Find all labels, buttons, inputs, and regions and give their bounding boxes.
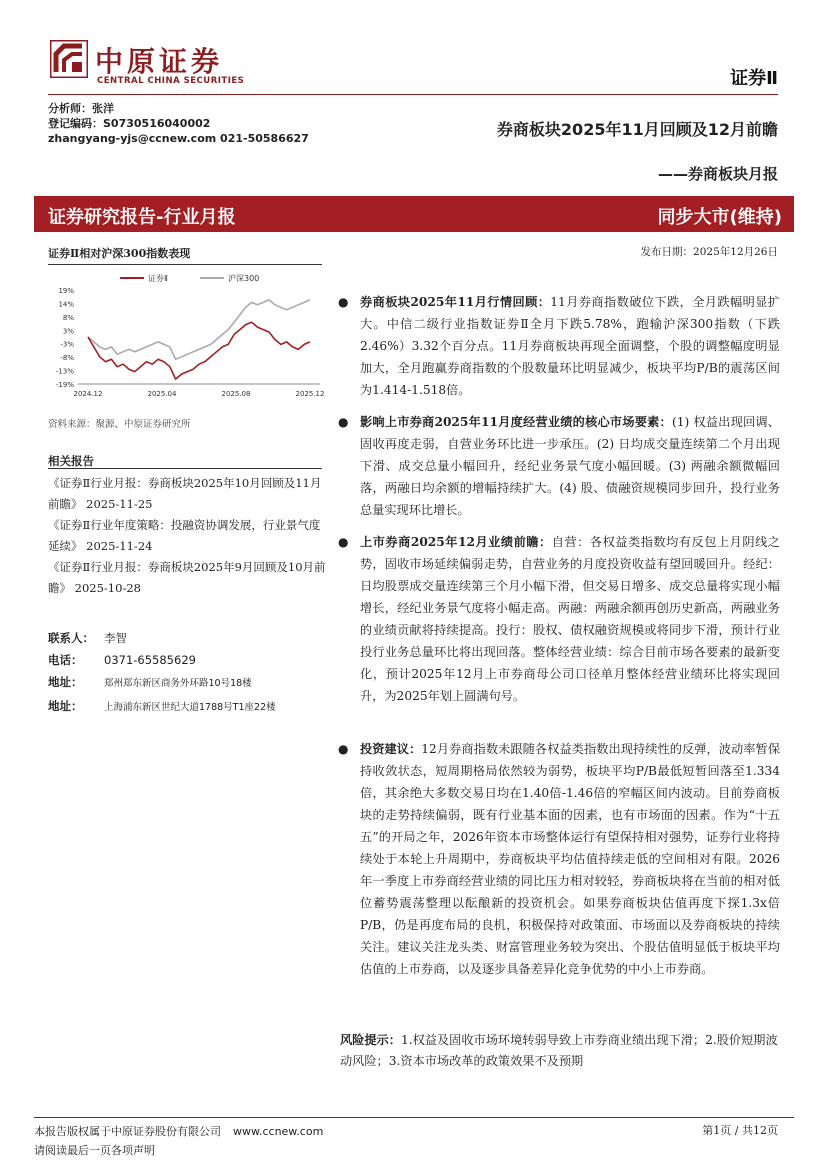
x-tick-label: 2025.08 — [221, 390, 251, 398]
bullet-icon: ● — [338, 415, 349, 429]
report-title: 券商板块2025年11月回顾及12月前瞻 — [496, 120, 778, 139]
summary-paragraph-4 — [340, 738, 780, 980]
para-heading: 券商板块2025年11月行情回顾： — [360, 295, 551, 309]
related-item[interactable]: 《证券Ⅱ行业月报：券商板块2025年10月回顾及11月前瞻》 2025-11-25 — [48, 476, 322, 511]
para-text: 12月券商指数未跟随各权益类指数出现持续性的反弹，波动率暂保持收敛状态，短周期格局依然较为弱势，板块平均P/B最低短暂回落至1.334倍，其余绝大多数交易日均在1.40倍-1.46倍的窄幅区间内波动。目前券商板块的走势持续偏弱，既有行业基本面的因素，也有市场面的因素。作为“十五五”的开局之年，2026年资本市场整体运行有望保持相对强势，证券行业将持续处于本轮上升周期中，券商板块平均估值持续走低的空间相对有限。2026年一季度上市券商经营业绩的同比压力相对较轻，券商板块将在当前的相对低位蓄势震荡整理以酝酿新的投资机会。如果券商板块估值再度下探1.3x倍P/B，仍是再度布局的良机，积极保持对政策面、市场面以及券商板块的持续关注。建议关注龙头类、财富管理业务较为突出、个股估值明显低于板块平均估值的上市券商，以及逐步具备差异化竞争优势的中小上市券商。 — [360, 742, 781, 976]
phone-number: 0371-65585629 — [104, 653, 196, 667]
related-item[interactable]: 《证券Ⅱ行业月报：券商板块2025年9月回顾及10月前瞻》 2025-10-28 — [48, 560, 326, 595]
performance-chart — [48, 268, 328, 408]
logo-english-text: CENTRAL CHINA SECURITIES — [97, 76, 245, 86]
footer-left — [34, 1122, 323, 1160]
bullet-icon: ● — [338, 742, 349, 756]
y-tick-label: -3% — [60, 340, 74, 349]
y-tick-label: 14% — [58, 300, 74, 309]
risk-heading: 风险提示： — [340, 1033, 401, 1047]
chart-divider — [48, 264, 322, 265]
x-tick-label: 2024.12 — [73, 390, 103, 398]
legend-label: 沪深300 — [228, 274, 260, 283]
summary-paragraph-2 — [340, 411, 780, 521]
contact-person-label: 联系人： — [48, 631, 94, 645]
y-tick-label: -8% — [60, 354, 74, 363]
analyst-name: 分析师：张洋 — [48, 102, 114, 115]
para-text: (1) 权益出现回调、固收再度走弱，自营业务环比进一步承压。(2) 日均成交量连续第二个月出现下滑、成交总量小幅回升，经纪业务景气度小幅回暖。(3) 两融余额微幅回落，两融日均余额的增幅持续扩大。(4) 股、债融资规模同步回升，投行业务总量实现环比增长。 — [360, 415, 780, 517]
page-number: 第1页 / 共12页 — [702, 1124, 778, 1137]
risk-text: 1.权益及固收市场环境转弱导致上市券商业绩出现下滑；2.股价短期波动风险；3.资本市场改革的政策效果不及预期 — [340, 1033, 778, 1068]
address-shanghai: 上海浦东新区世纪大道1788号T1座22楼 — [104, 702, 276, 713]
related-heading: 相关报告 — [48, 454, 94, 468]
para-heading: 投资建议： — [360, 742, 422, 756]
bullet-icon: ● — [338, 295, 349, 309]
analyst-reg-no: 登记编码：S0730516040002 — [48, 117, 211, 130]
related-divider — [48, 468, 322, 469]
chart-source: 资料来源：聚源、中原证券研究所 — [48, 419, 191, 430]
summary-paragraph-1 — [340, 291, 780, 401]
summary-paragraph-3 — [340, 531, 780, 707]
report-type: 证券研究报告-行业月报 — [48, 207, 236, 228]
logo-text: 中原证券 — [95, 45, 224, 78]
copyright-text: 本报告版权属于中原证券股份有限公司 — [34, 1125, 221, 1138]
address-label: 地址： — [48, 699, 83, 713]
related-item[interactable]: 《证券Ⅱ行业年度策略：投融资协调发展，行业景气度延续》 2025-11-24 — [48, 518, 321, 553]
chart-title: 证券Ⅱ相对沪深300指数表现 — [48, 247, 191, 260]
phone-label: 电话： — [48, 653, 83, 667]
address-label: 地址： — [48, 675, 83, 689]
para-heading: 影响上市券商2025年11月度经营业绩的核心市场要素： — [360, 415, 672, 429]
legend-label: 证券Ⅱ — [148, 274, 168, 283]
contact-block — [48, 627, 276, 719]
series-line — [88, 322, 310, 379]
website-link[interactable]: www.ccnew.com — [233, 1125, 324, 1138]
risk-warning — [340, 1030, 780, 1072]
related-list — [48, 473, 326, 599]
analyst-contact: zhangyang-yjs@ccnew.com 021-50586627 — [48, 132, 309, 145]
bullet-icon: ● — [338, 535, 349, 549]
series-line — [88, 300, 310, 359]
para-heading: 上市券商2025年12月业绩前瞻： — [360, 535, 552, 549]
industry-label: 证券Ⅱ — [730, 68, 778, 89]
x-tick-label: 2025.12 — [295, 390, 325, 398]
disclaimer-text: 请阅读最后一页各项声明 — [34, 1144, 155, 1157]
analyst-info — [48, 101, 309, 146]
footer-divider — [34, 1117, 794, 1118]
para-text: 11月券商指数破位下跌，全月跌幅明显扩大。中信二级行业指数证券Ⅱ全月下跌5.78%，跑输沪深300指数（下跌2.46%）3.32个百分点。11月券商板块再现全面调整，个股的调整幅度明显加大，全月跑赢券商指数的个股数量环比明显减少，板块平均P/B的震荡区间为1.414-1.518倍。 — [360, 295, 780, 397]
header-divider — [48, 94, 778, 95]
y-tick-label: -19% — [55, 381, 74, 389]
para-text: 自营：各权益类指数均有反包上月阴线之势，固收市场延续偏弱走势，自营业务的月度投资收益有望回暖回升。经纪：日均股票成交量连续第三个月小幅下滑，但交易日增多、成交总量将实现小幅增长，经纪业务景气度将小幅走高。两融：两融余额再创历史新高，两融业务的业绩贡献将持续提高。投行：股权、债权融资规模或将同步下滑，预计行业投行业务总量环比将出现回落。整体经营业绩：综合目前市场各要素的最新变化，预计2025年12月上市券商母公司口径单月整体经营业绩环比将实现回升，为2025年划上圆满句号。 — [360, 535, 780, 703]
report-banner — [34, 196, 794, 232]
contact-person: 李智 — [104, 631, 127, 645]
y-tick-label: 8% — [62, 313, 74, 322]
x-tick-label: 2025.04 — [147, 390, 177, 398]
report-subtitle: ——券商板块月报 — [657, 165, 778, 183]
y-tick-label: 3% — [62, 327, 74, 336]
rating: 同步大市(维持) — [657, 207, 782, 228]
publish-date: 发布日期：2025年12月26日 — [640, 246, 778, 258]
y-tick-label: -13% — [55, 367, 74, 376]
company-logo-icon — [50, 40, 88, 78]
address-zhengzhou: 郑州郑东新区商务外环路10号18楼 — [104, 678, 252, 689]
y-tick-label: 19% — [58, 287, 74, 295]
